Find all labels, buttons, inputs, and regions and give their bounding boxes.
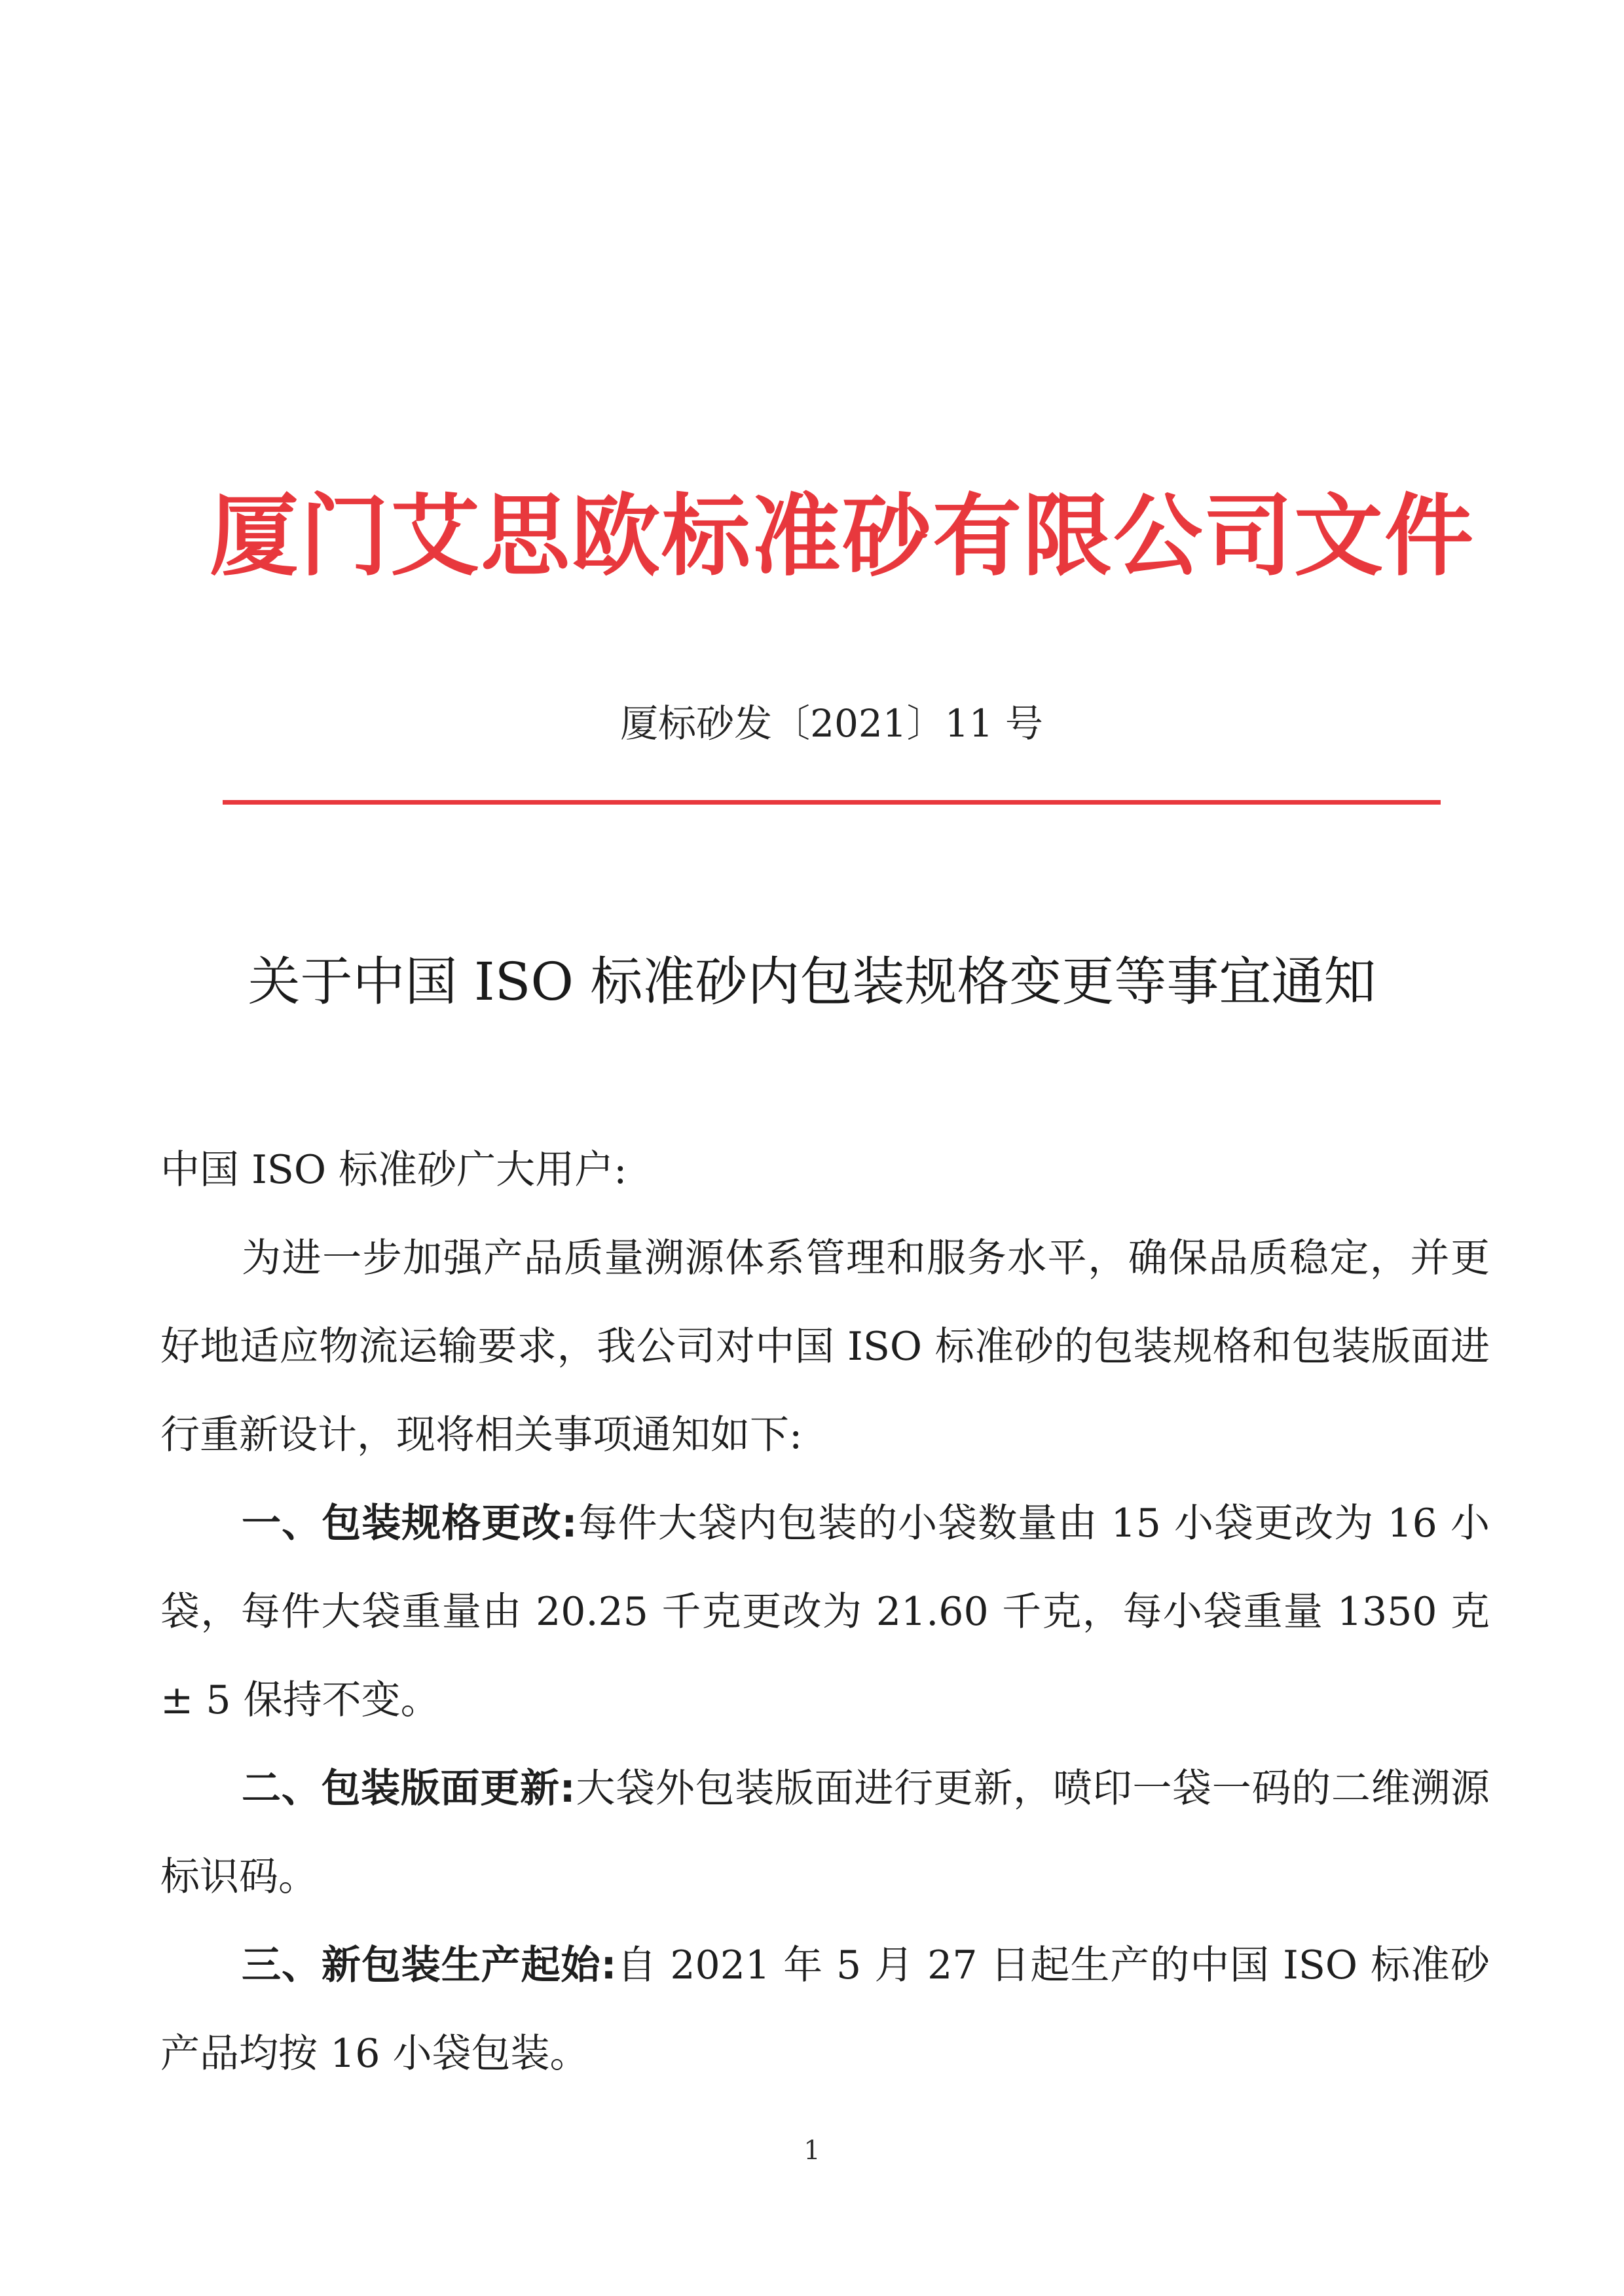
item-heading-2: 二、包装版面更新: <box>242 1766 576 1812</box>
intro-paragraph: 为进一步加强产品质量溯源体系管理和服务水平，确保品质稳定，并更好地适应物流运输要求，我公司对中国 ISO 标准砂的包装规格和包装版面进行重新设计，现将相关事项通知如下: <box>160 1235 1490 1458</box>
notice-body <box>160 1126 1490 2098</box>
salutation: 中国 ISO 标准砂广大用户: <box>160 1147 627 1193</box>
notice-title: 关于中国 ISO 标准砂内包装规格变更等事宜通知 <box>248 951 1376 1012</box>
item-text-2: 大袋外包装版面进行更新，喷印一袋一码的二维溯源标识码。 <box>160 1766 1490 1900</box>
issuer-header-title: 厦门艾思欧标准砂有限公司文件 <box>210 485 1475 589</box>
item-paragraph-2 <box>160 1745 1490 1922</box>
page-number: 1 <box>803 2136 821 2166</box>
document-number: 厦标砂发〔2021〕11 号 <box>620 701 1043 746</box>
item-heading-3: 三、新包装生产起始: <box>242 1942 617 1988</box>
item-text-1: 每件大袋内包装的小袋数量由 15 小袋更改为 16 小袋，每件大袋重量由 20.25 千克更改为 21.60 千克，每小袋重量 1350 克 ± 5 保持不变。 <box>160 1501 1490 1723</box>
item-text-3: 自 2021 年 5 月 27 日起生产的中国 ISO 标准砂产品均按 16 小袋包装。 <box>160 1942 1490 2077</box>
item-paragraph-3 <box>160 1922 1490 2098</box>
item-heading-1: 一、包装规格更改: <box>242 1501 578 1546</box>
red-separator-line <box>223 800 1441 805</box>
item-paragraph-1 <box>160 1480 1490 1745</box>
